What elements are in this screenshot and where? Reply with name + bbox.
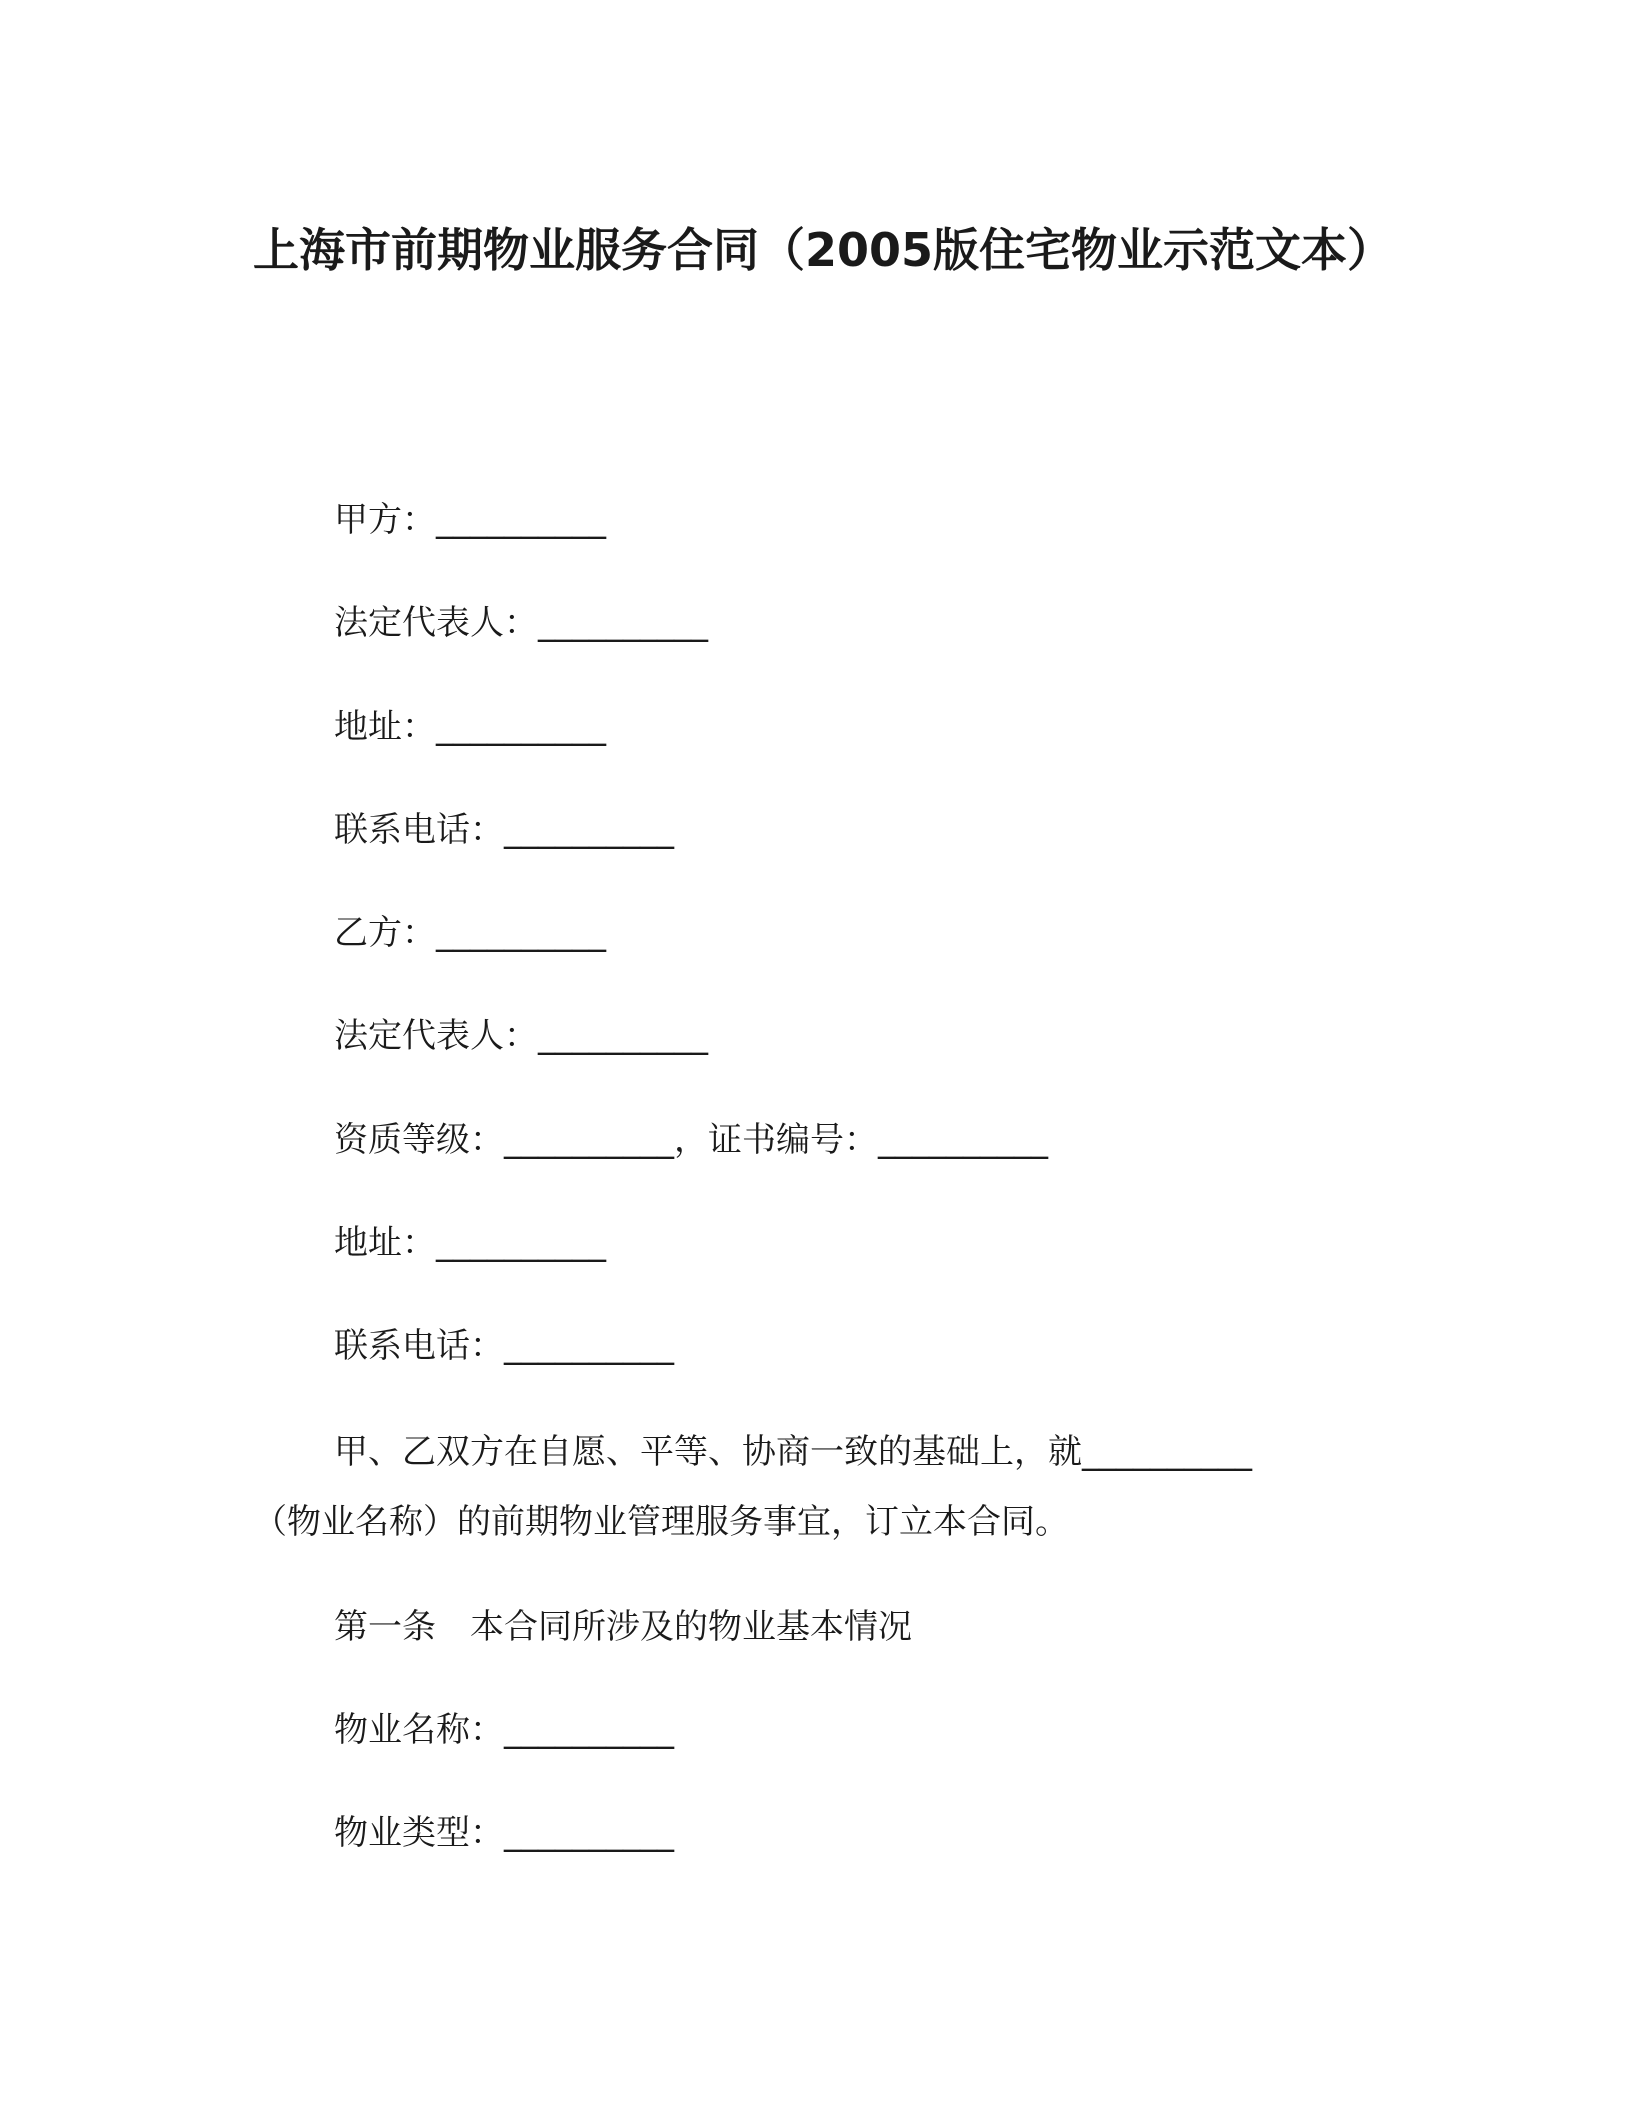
party-b-phone: 联系电话：__________ [334,1326,674,1366]
party-a-phone: 联系电话：__________ [334,810,674,850]
party-b-label: 乙方：__________ [334,913,606,953]
preamble-line-2: （物业名称）的前期物业管理服务事宜，订立本合同。 [253,1502,1069,1542]
party-b-qualification: 资质等级：__________，证书编号：__________ [334,1120,1048,1160]
party-a-representative: 法定代表人：__________ [334,603,708,643]
party-b-representative: 法定代表人：__________ [334,1016,708,1056]
property-type: 物业类型：__________ [334,1813,674,1853]
party-a-address: 地址：__________ [334,707,606,747]
article-1-title: 本合同所涉及的物业基本情况 [470,1607,912,1647]
article-1-heading [334,1605,912,1649]
preamble-line-1: 甲、乙双方在自愿、平等、协商一致的基础上，就__________ [334,1432,1252,1472]
property-name: 物业名称：__________ [334,1710,674,1750]
preamble-paragraph [253,1430,1353,1544]
article-1-number: 第一条 [334,1607,436,1647]
party-b-address: 地址：__________ [334,1223,606,1263]
document-title: 上海市前期物业服务合同（2005版住宅物业示范文本） [253,223,1394,277]
party-a-label: 甲方：__________ [334,500,606,540]
